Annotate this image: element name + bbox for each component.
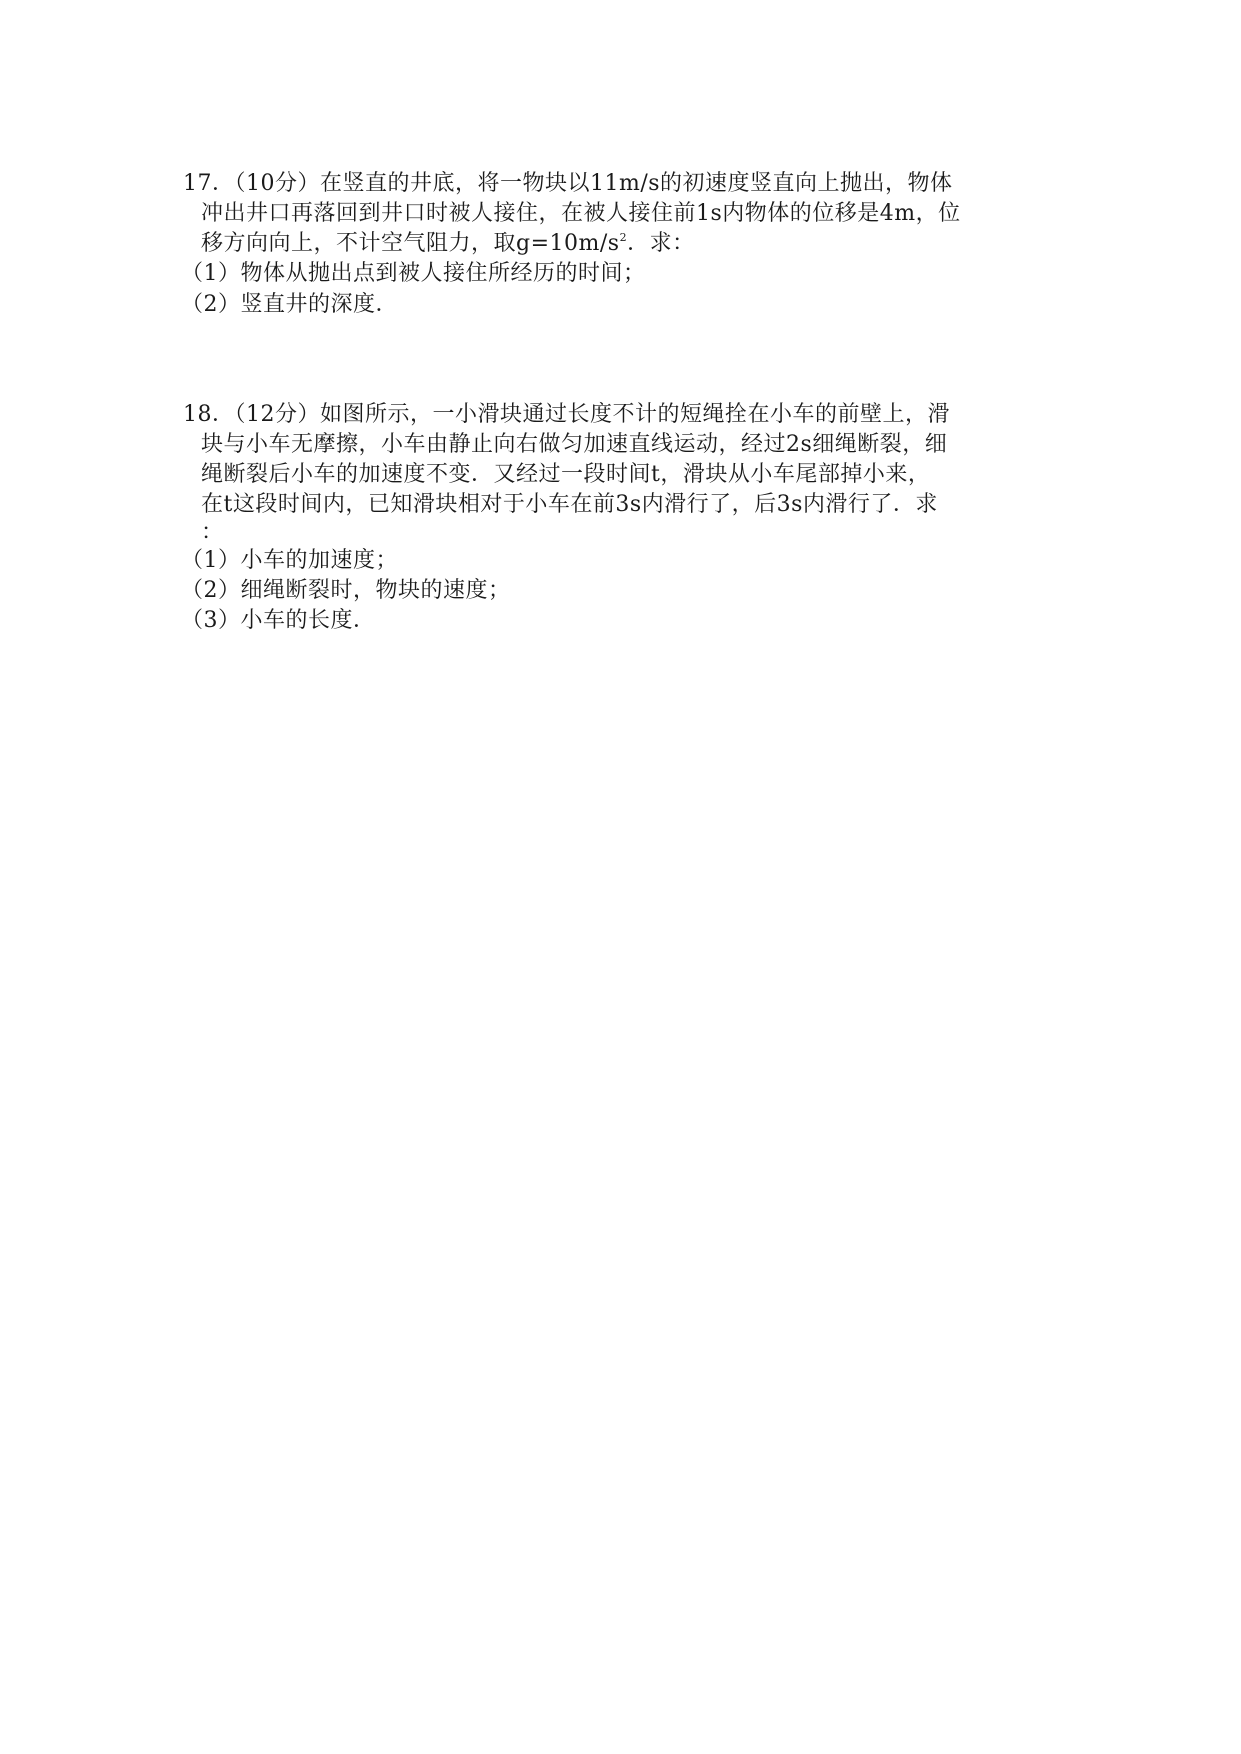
q17-line-3-tail: ．求： <box>627 231 695 256</box>
q18-line-2: 块与小车无摩擦，小车由静止向右做匀加速直线运动，经过2s细绳断裂，细 <box>201 432 948 457</box>
q17-line-2: 冲出井口再落回到井口时被人接住，在被人接住前1s内物体的位移是4m，位 <box>201 201 961 226</box>
q17-exponent: 2 <box>619 231 628 244</box>
q18-line-5: ： <box>201 520 224 545</box>
q18-subquestion-3: （3）小车的长度． <box>181 608 376 633</box>
q18-subquestion-1: （1）小车的加速度； <box>181 548 398 573</box>
q18-line-1: 18．（12分）如图所示，一小滑块通过长度不计的短绳拴在小车的前壁上，滑 <box>183 402 950 427</box>
q18-line-4: 在t这段时间内，已知滑块相对于小车在前3s内滑行了，后3s内滑行了．求 <box>201 492 938 517</box>
q17-line-1: 17．（10分）在竖直的井底，将一物块以11m/s的初速度竖直向上抛出，物体 <box>183 171 953 196</box>
q18-subquestion-2: （2）细绳断裂时，物块的速度； <box>181 578 511 603</box>
q17-line-3-text: 移方向向上，不计空气阻力，取g=10m/s <box>201 231 620 256</box>
q17-subquestion-1: （1）物体从抛出点到被人接住所经历的时间； <box>181 261 646 286</box>
q17-line-3 <box>201 229 695 259</box>
q17-subquestion-2: （2）竖直井的深度． <box>181 292 398 317</box>
q18-line-3: 绳断裂后小车的加速度不变．又经过一段时间t，滑块从小车尾部掉小来， <box>201 462 931 487</box>
